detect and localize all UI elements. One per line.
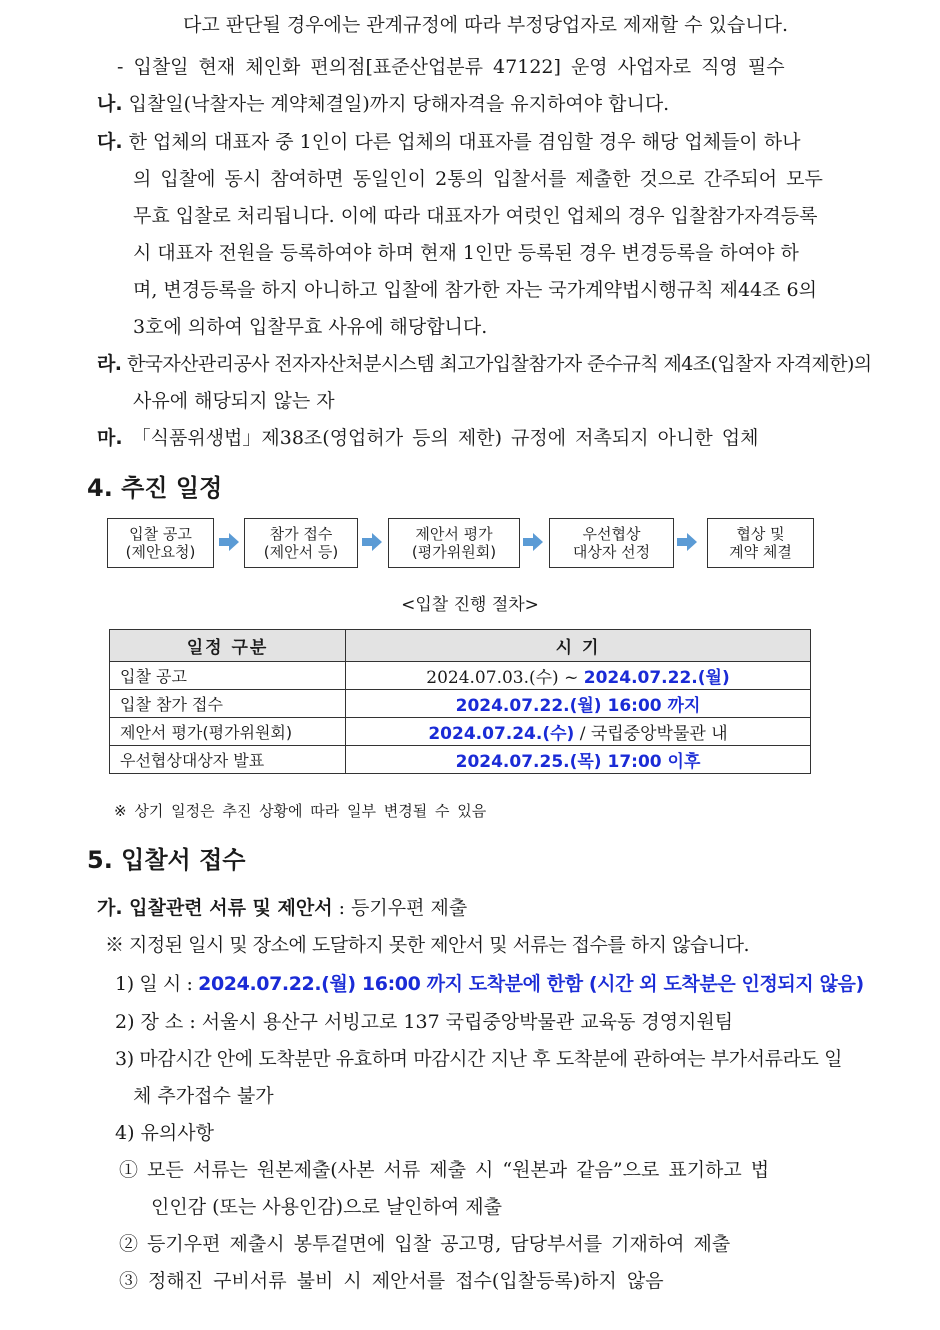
item-ga	[97, 895, 467, 921]
item-da-line3: 무효 입찰로 처리됩니다. 이에 따라 대표자가 여럿인 업체의 경우 입찰참가자격등록	[133, 205, 818, 227]
schedule-note: ※ 상기 일정은 추진 상황에 따라 일부 변경될 수 있음	[114, 802, 487, 820]
table-row	[110, 746, 811, 774]
table-header-time: 시 기	[346, 630, 811, 662]
arrow-right-icon	[523, 533, 543, 551]
row-time-highlight: 2024.07.25.(목) 17:00 이후	[455, 752, 701, 772]
flow-caption: <입찰 진행 절차>	[401, 595, 539, 615]
arrow-right-icon	[219, 533, 239, 551]
flow-step-2-line1: 참가 접수	[269, 525, 333, 543]
submission-notice: ※ 지정된 일시 및 장소에 도달하지 못한 제안서 및 서류는 접수를 하지 않습니다.	[105, 934, 749, 956]
row-time-highlight: 2024.07.24.(수)	[428, 724, 575, 744]
row-time	[346, 690, 811, 718]
item-na-label: 나.	[97, 93, 123, 115]
row-label: 우선협상대상자 발표	[110, 746, 346, 774]
flow-step-4-line1: 우선협상	[582, 525, 641, 543]
flow-step-5-line2: 계약 체결	[729, 543, 792, 561]
item-ra-line2: 사유에 해당되지 않는 자	[133, 390, 335, 412]
row-label: 제안서 평가(평가위원회)	[110, 718, 346, 746]
item-4: 4) 유의사항	[115, 1122, 214, 1144]
continuation-line: 다고 판단될 경우에는 관계규정에 따라 부정당업자로 제재할 수 있습니다.	[183, 14, 788, 36]
row-time	[346, 662, 811, 690]
flow-step-3	[388, 518, 520, 568]
row-label: 입찰 참가 접수	[110, 690, 346, 718]
sub-2: ② 등기우편 제출시 봉투겉면에 입찰 공고명, 담당부서를 기재하여 제출	[119, 1233, 731, 1255]
table-row	[110, 718, 811, 746]
flow-step-3-line1: 제안서 평가	[415, 525, 493, 543]
item-da-label: 다.	[97, 131, 123, 153]
flow-step-1-line1: 입찰 공고	[129, 525, 192, 543]
item-ga-label: 가. 입찰관련 서류 및 제안서	[97, 897, 333, 919]
item-3-line2: 체 추가접수 불가	[133, 1085, 274, 1107]
flow-step-3-line2: (평가위원회)	[411, 543, 497, 561]
sub-1-line1: ① 모든 서류는 원본제출(사본 서류 제출 시 “원본과 같음”으로 표기하고 법	[119, 1159, 770, 1181]
table-header-category: 일정 구분	[110, 630, 346, 662]
item-da-line6: 3호에 의하여 입찰무효 사유에 해당합니다.	[133, 316, 488, 338]
arrow-right-icon	[677, 533, 697, 551]
row-time-post: / 국립중앙박물관 내	[574, 724, 728, 744]
flow-step-1-line2: (제안요청)	[125, 543, 196, 561]
row-label: 입찰 공고	[110, 662, 346, 690]
item-da-line1: 한 업체의 대표자 중 1인이 다른 업체의 대표자를 겸임할 경우 해당 업체들이 하나	[128, 131, 801, 153]
flow-step-4-line2: 대상자 선정	[572, 543, 651, 561]
flow-step-2-line2: (제안서 등)	[263, 543, 339, 561]
flow-step-5	[707, 518, 814, 568]
schedule-table	[109, 629, 811, 774]
item-na-text: 입찰일(낙찰자는 계약체결일)까지 당해자격을 유지하여야 합니다.	[128, 93, 670, 115]
item-1-label: 1) 일 시 :	[115, 973, 199, 995]
item-1	[115, 971, 864, 997]
sub-1-line2: 인인감 (또는 사용인감)으로 날인하여 제출	[151, 1196, 503, 1218]
arrow-right-icon	[362, 533, 382, 551]
item-ma	[97, 425, 758, 451]
item-ra	[97, 351, 872, 377]
item-da	[97, 129, 801, 155]
item-da-line5: 며, 변경등록을 하지 아니하고 입찰에 참가한 자는 국가계약법시행규칙 제44조 6의	[133, 279, 817, 301]
table-row	[110, 690, 811, 718]
table-header-row	[110, 630, 811, 662]
section5-title: 5. 입찰서 접수	[87, 846, 246, 874]
row-time	[346, 718, 811, 746]
item-na	[97, 91, 669, 117]
row-time	[346, 746, 811, 774]
item-1-deadline: 2024.07.22.(월) 16:00 까지 도착분에 한함 (시간 외 도착분은 인정되지 않음)	[198, 973, 864, 995]
item-da-line2: 의 입찰에 동시 참여하면 동일인이 2통의 입찰서를 제출한 것으로 간주되어 모두	[133, 168, 823, 190]
sub-3: ③ 정해진 구비서류 불비 시 제안서를 접수(입찰등록)하지 않음	[119, 1270, 664, 1292]
table-row	[110, 662, 811, 690]
section4-title: 4. 추진 일정	[87, 474, 223, 502]
flow-step-5-line1: 협상 및	[736, 525, 785, 543]
item-ma-text: 「식품위생법」제38조(영업허가 등의 제한) 규정에 저촉되지 아니한 업체	[131, 427, 759, 449]
row-time-highlight: 2024.07.22.(월)	[583, 668, 730, 688]
item-ga-text: : 등기우편 제출	[332, 897, 468, 919]
flow-step-4	[549, 518, 674, 568]
item-da-line4: 시 대표자 전원을 등록하여야 하며 현재 1인만 등록된 경우 변경등록을 하여야 하	[133, 242, 799, 264]
item-ma-label: 마.	[97, 427, 123, 449]
item-2: 2) 장 소 : 서울시 용산구 서빙고로 137 국립중앙박물관 교육동 경영지원팀	[115, 1011, 734, 1033]
flow-step-2	[244, 518, 358, 568]
row-time-pre: 2024.07.03.(수) ~	[426, 668, 584, 688]
item-3-line1: 3) 마감시간 안에 도착분만 유효하며 마감시간 지난 후 도착분에 관하여는 부가서류라도 일	[115, 1048, 843, 1070]
row-time-highlight: 2024.07.22.(월) 16:00 까지	[455, 696, 701, 716]
item-ra-label: 라.	[97, 353, 122, 375]
requirement-line: - 입찰일 현재 체인화 편의점[표준산업분류 47122] 운영 사업자로 직영 필수	[117, 56, 785, 78]
item-ra-line1: 한국자산관리공사 전자자산처분시스템 최고가입찰참가자 준수규칙 제4조(입찰자 자격제한)의	[126, 353, 872, 375]
flow-step-1	[107, 518, 214, 568]
